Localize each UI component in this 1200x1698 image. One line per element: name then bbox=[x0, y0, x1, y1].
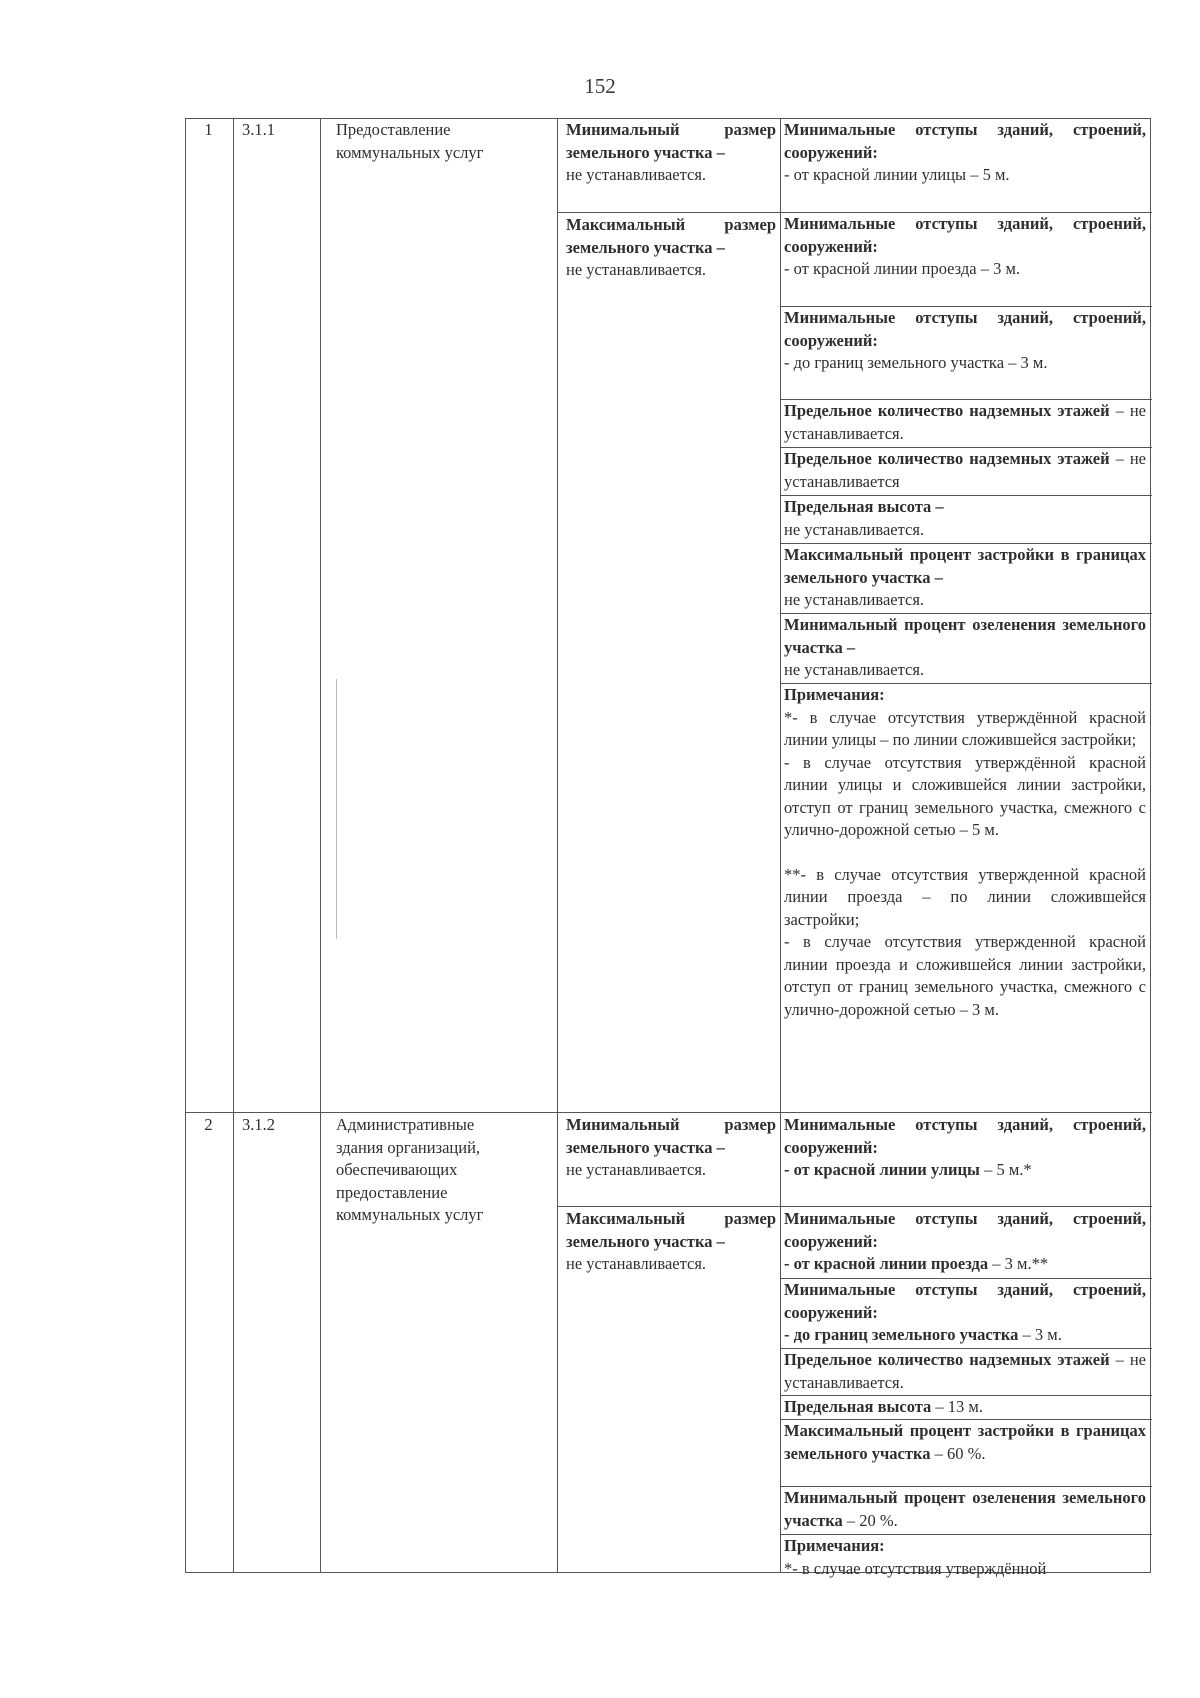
setback-street bbox=[784, 119, 1146, 187]
activity-name: Предоставление коммунальных услуг bbox=[336, 120, 484, 162]
max-plot-size-title: Максимальный размер земельного участка – bbox=[566, 215, 776, 257]
max-building-percent bbox=[784, 544, 1146, 612]
param-title: Предельная высота bbox=[784, 1397, 932, 1416]
max-height bbox=[784, 496, 1146, 541]
max-plot-size bbox=[566, 214, 776, 282]
row-number: 2 bbox=[204, 1115, 213, 1134]
min-plot-size-value: не устанавливается. bbox=[566, 165, 707, 184]
notes bbox=[784, 684, 1146, 1021]
max-plot-size-title: Максимальный размер земельного участка – bbox=[566, 1209, 776, 1251]
notes-title: Примечания: bbox=[784, 685, 885, 704]
max-plot-size-value: не устанавливается. bbox=[566, 260, 707, 279]
column-divider bbox=[233, 119, 234, 1572]
max-floors bbox=[784, 400, 1146, 445]
max-floors bbox=[784, 448, 1146, 493]
setback-street bbox=[784, 1114, 1146, 1182]
max-plot-size-value: не устанавливается. bbox=[566, 1254, 707, 1273]
param-value: – не устанавливается bbox=[784, 449, 1147, 491]
param-title: Предельное количество надземных этажей bbox=[784, 449, 1110, 468]
column-divider bbox=[557, 119, 558, 1572]
param-value-tail: – 5 м.* bbox=[984, 1160, 1032, 1179]
param-value: не устанавливается. bbox=[784, 590, 925, 609]
scan-artifact bbox=[336, 679, 337, 939]
param-value: – 13 м. bbox=[935, 1397, 983, 1416]
max-building-percent bbox=[784, 1420, 1146, 1465]
max-height bbox=[784, 1396, 1146, 1418]
activity-code: 3.1.1 bbox=[242, 120, 275, 139]
row-divider bbox=[557, 1206, 1152, 1207]
param-value: - от красной линии проезда – 3 м. bbox=[784, 259, 1021, 278]
setback-boundary bbox=[784, 307, 1146, 375]
activity-code: 3.1.2 bbox=[242, 1115, 275, 1134]
param-value-tail: – 3 м. bbox=[1022, 1325, 1062, 1344]
zoning-table bbox=[185, 118, 1151, 1578]
note: *- в случае отсутствия утверждённой красной линии улицы – по линии сложившейся застройки; bbox=[784, 707, 1146, 749]
max-floors bbox=[784, 1349, 1146, 1394]
param-title: Предельное количество надземных этажей bbox=[784, 401, 1110, 420]
min-plot-size bbox=[566, 1114, 776, 1182]
param-value-tail: – 3 м.** bbox=[992, 1254, 1049, 1273]
param-title: Минимальные отступы зданий, строений, сооружений: bbox=[784, 308, 1146, 350]
note: **- в случае отсутствия утвержденной красной линии проезда – по линии сложившейся застройки; bbox=[784, 864, 1146, 929]
activity-name: Административные здания организаций, обеспечивающих предоставление коммунальных услуг bbox=[336, 1115, 484, 1224]
min-green-percent bbox=[784, 614, 1146, 682]
param-title: Максимальный процент застройки в границах земельного участка bbox=[784, 1421, 1146, 1463]
param-title: Максимальный процент застройки в границах земельного участка – bbox=[784, 545, 1146, 587]
param-title: Минимальные отступы зданий, строений, сооружений: bbox=[784, 1209, 1146, 1251]
row-separator bbox=[186, 1112, 1152, 1113]
notes bbox=[784, 1535, 1146, 1580]
max-plot-size bbox=[566, 1208, 776, 1276]
param-value: – не устанавливается. bbox=[784, 1350, 1147, 1392]
param-value: – 60 %. bbox=[934, 1443, 986, 1463]
min-plot-size-title: Минимальный размер земельного участка – bbox=[566, 1115, 776, 1157]
note: - в случае отсутствия утверждённой красной линии улицы и сложившейся линии застройки, отступ от границ земельного участка, смежного с улично-дорожной сетью – 5 м. bbox=[784, 752, 1146, 839]
column-divider bbox=[320, 119, 321, 1572]
row-number: 1 bbox=[204, 120, 213, 139]
param-value: - до границ земельного участка bbox=[784, 1325, 1019, 1344]
param-value: - от красной линии проезда bbox=[784, 1254, 989, 1273]
column-divider bbox=[780, 119, 781, 1572]
param-value: - от красной линии улицы bbox=[784, 1160, 980, 1179]
param-title: Минимальные отступы зданий, строений, сооружений: bbox=[784, 214, 1146, 256]
param-value: не устанавливается. bbox=[784, 660, 925, 679]
param-title: Минимальный процент озеленения земельного участка – bbox=[784, 615, 1146, 657]
min-green-percent bbox=[784, 1487, 1146, 1532]
param-title: Предельное количество надземных этажей bbox=[784, 1350, 1110, 1369]
note: - в случае отсутствия утвержденной красной линии проезда и сложившейся линии застройки, отступ от границ земельного участка, смежного с улично-дорожной сетью – 3 м. bbox=[784, 932, 1146, 1019]
param-value: - до границ земельного участка – 3 м. bbox=[784, 353, 1048, 372]
param-value: не устанавливается. bbox=[784, 519, 925, 539]
setback-boundary bbox=[784, 1279, 1146, 1347]
param-title: Минимальные отступы зданий, строений, сооружений: bbox=[784, 120, 1146, 162]
notes-title: Примечания: bbox=[784, 1536, 885, 1555]
param-value: – 20 %. bbox=[846, 1510, 898, 1530]
setback-driveway bbox=[784, 213, 1146, 281]
page-number: 152 bbox=[584, 74, 616, 98]
param-value: - от красной линии улицы – 5 м. bbox=[784, 165, 1010, 184]
param-title: Минимальные отступы зданий, строений, сооружений: bbox=[784, 1115, 1146, 1157]
param-title: Минимальный процент озеленения земельного участка bbox=[784, 1488, 1146, 1530]
min-plot-size-title: Минимальный размер земельного участка – bbox=[566, 120, 776, 162]
min-plot-size-value: не устанавливается. bbox=[566, 1160, 707, 1179]
param-title: Минимальные отступы зданий, строений, сооружений: bbox=[784, 1280, 1146, 1322]
min-plot-size bbox=[566, 119, 776, 187]
param-title: Предельная высота – bbox=[784, 497, 944, 516]
param-value: – не устанавливается. bbox=[784, 401, 1147, 443]
note: *- в случае отсутствия утверждённой bbox=[784, 1558, 1047, 1578]
setback-driveway bbox=[784, 1208, 1146, 1276]
